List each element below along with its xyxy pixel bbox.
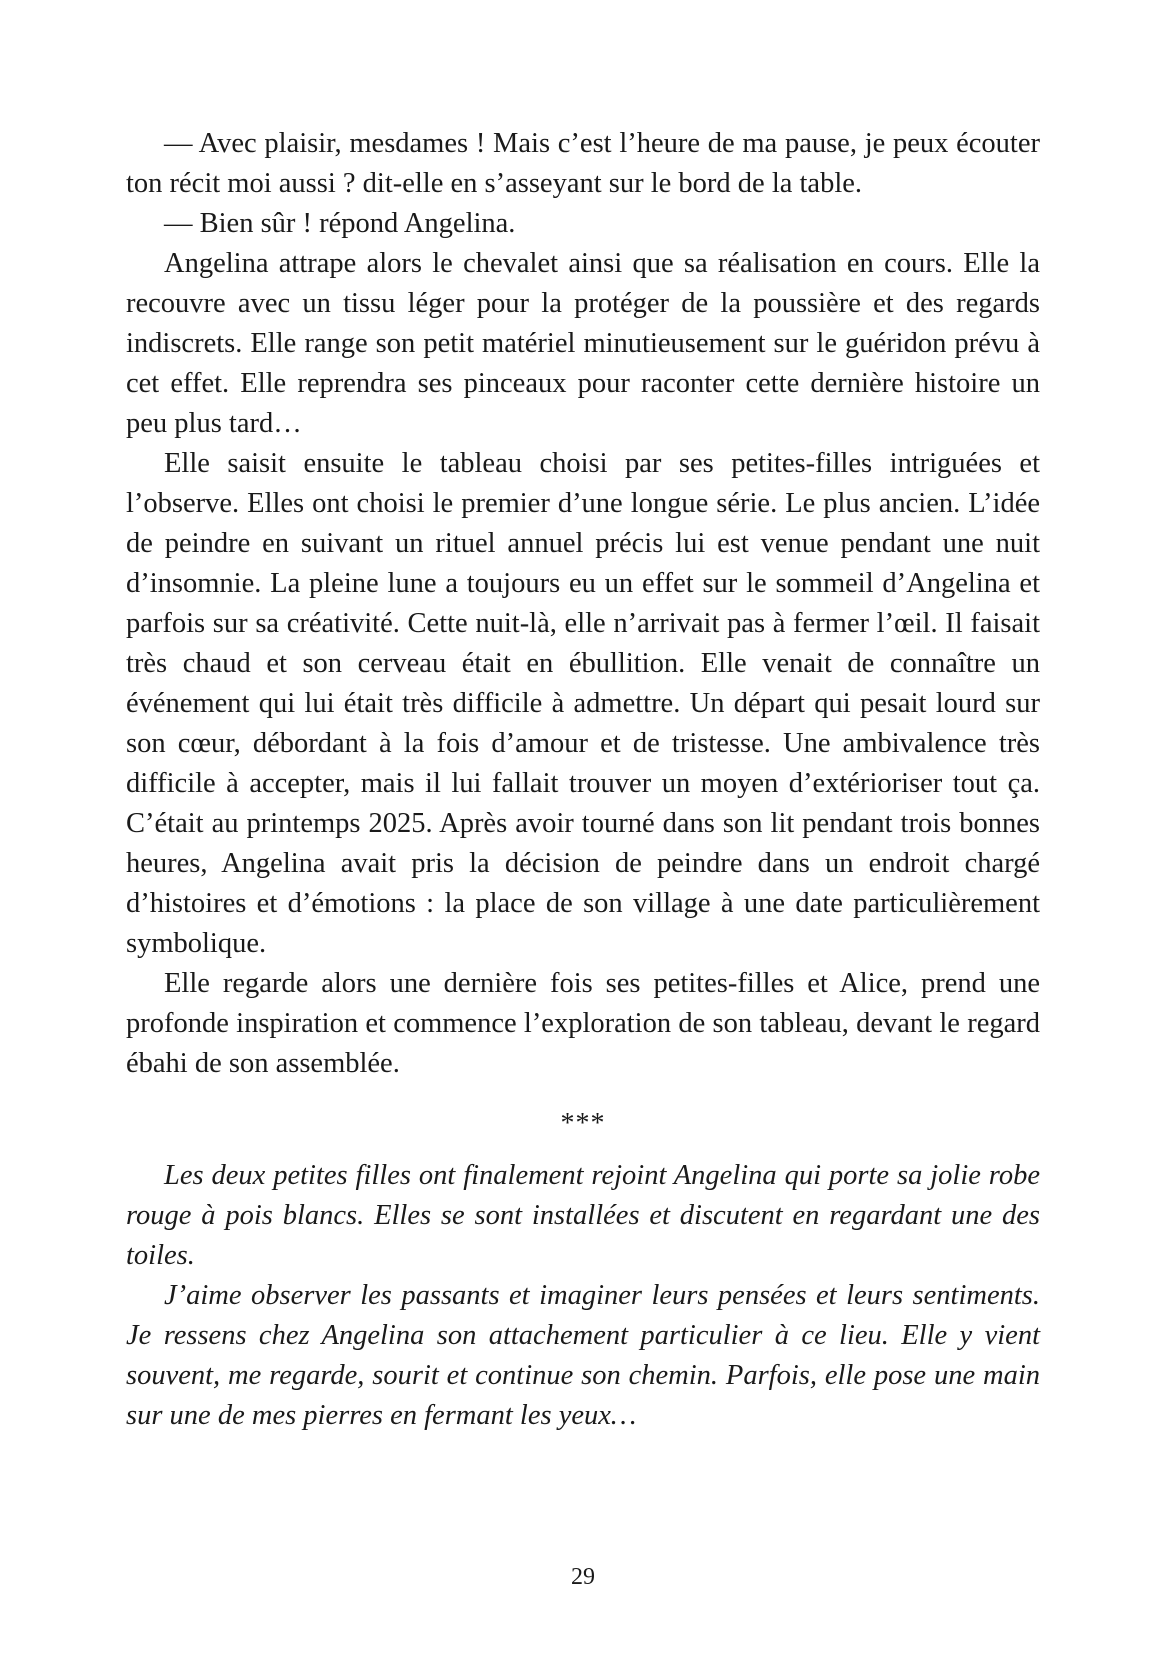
- paragraph-tableau: Elle saisit ensuite le tableau choisi par ses petites-filles intriguées et l’observe. Elles ont choisi le premier d’une longue série. Le plus ancien. L’idée de peindre en suivant un rituel annuel précis lui est venue pendant une nuit d’insomnie. La pleine lune a toujours eu un effet sur le sommeil d’Angelina et parfois sur sa créativité. Cette nuit-là, elle n’arrivait pas à fermer l’œil. Il faisait très chaud et son cerveau était en ébullition. Elle venait de connaître un événement qui lui était très difficile à admettre. Un départ qui pesait lourd sur son cœur, débordant à la fois d’amour et de tristesse. Une ambivalence très difficile à accepter, mais il lui fallait trouver un moyen d’extérioriser tout ça. C’était au printemps 2025. Après avoir tourné dans son lit pendant trois bonnes heures, Angelina avait pris la décision de peindre dans un endroit chargé d’histoires et d’émotions : la place de son village à une date particulièrement symbolique.: [126, 448, 1040, 959]
- paragraph-dialogue-angelina: — Bien sûr ! répond Angelina.: [164, 208, 516, 239]
- page-number: 29: [571, 1564, 595, 1590]
- section-separator: ***: [560, 1108, 606, 1139]
- paragraph-chevalet: Angelina attrape alors le chevalet ainsi que sa réalisation en cours. Elle la recouvre avec un tissu léger pour la protéger de la poussière et des regards indiscrets. Elle range son petit matériel minutieusement sur le guéridon prévu à cet effet. Elle reprendra ses pinceaux pour raconter cette dernière histoire un peu plus tard…: [126, 248, 1040, 439]
- paragraph-exploration: Elle regarde alors une dernière fois ses petites-filles et Alice, prend une profonde inspiration et commence l’exploration de son tableau, devant le regard ébahi de son assemblée.: [126, 968, 1040, 1079]
- paragraph-italic-passants: J’aime observer les passants et imaginer leurs pensées et leurs sentiments. Je ressens chez Angelina son attachement particulier à ce lieu. Elle y vient souvent, me regarde, sourit et continue son chemin. Parfois, elle pose une main sur une de mes pierres en fermant les yeux…: [126, 1280, 1040, 1431]
- paragraph-italic-petites-filles: Les deux petites filles ont finalement rejoint Angelina qui porte sa jolie robe rouge à pois blancs. Elles se sont installées et discutent en regardant une des toiles.: [126, 1160, 1040, 1271]
- paragraph-dialogue-alice: — Avec plaisir, mesdames ! Mais c’est l’heure de ma pause, je peux écouter ton récit moi aussi ? dit-elle en s’asseyant sur le bord de la table.: [126, 128, 1040, 199]
- page-body: [126, 124, 1040, 1436]
